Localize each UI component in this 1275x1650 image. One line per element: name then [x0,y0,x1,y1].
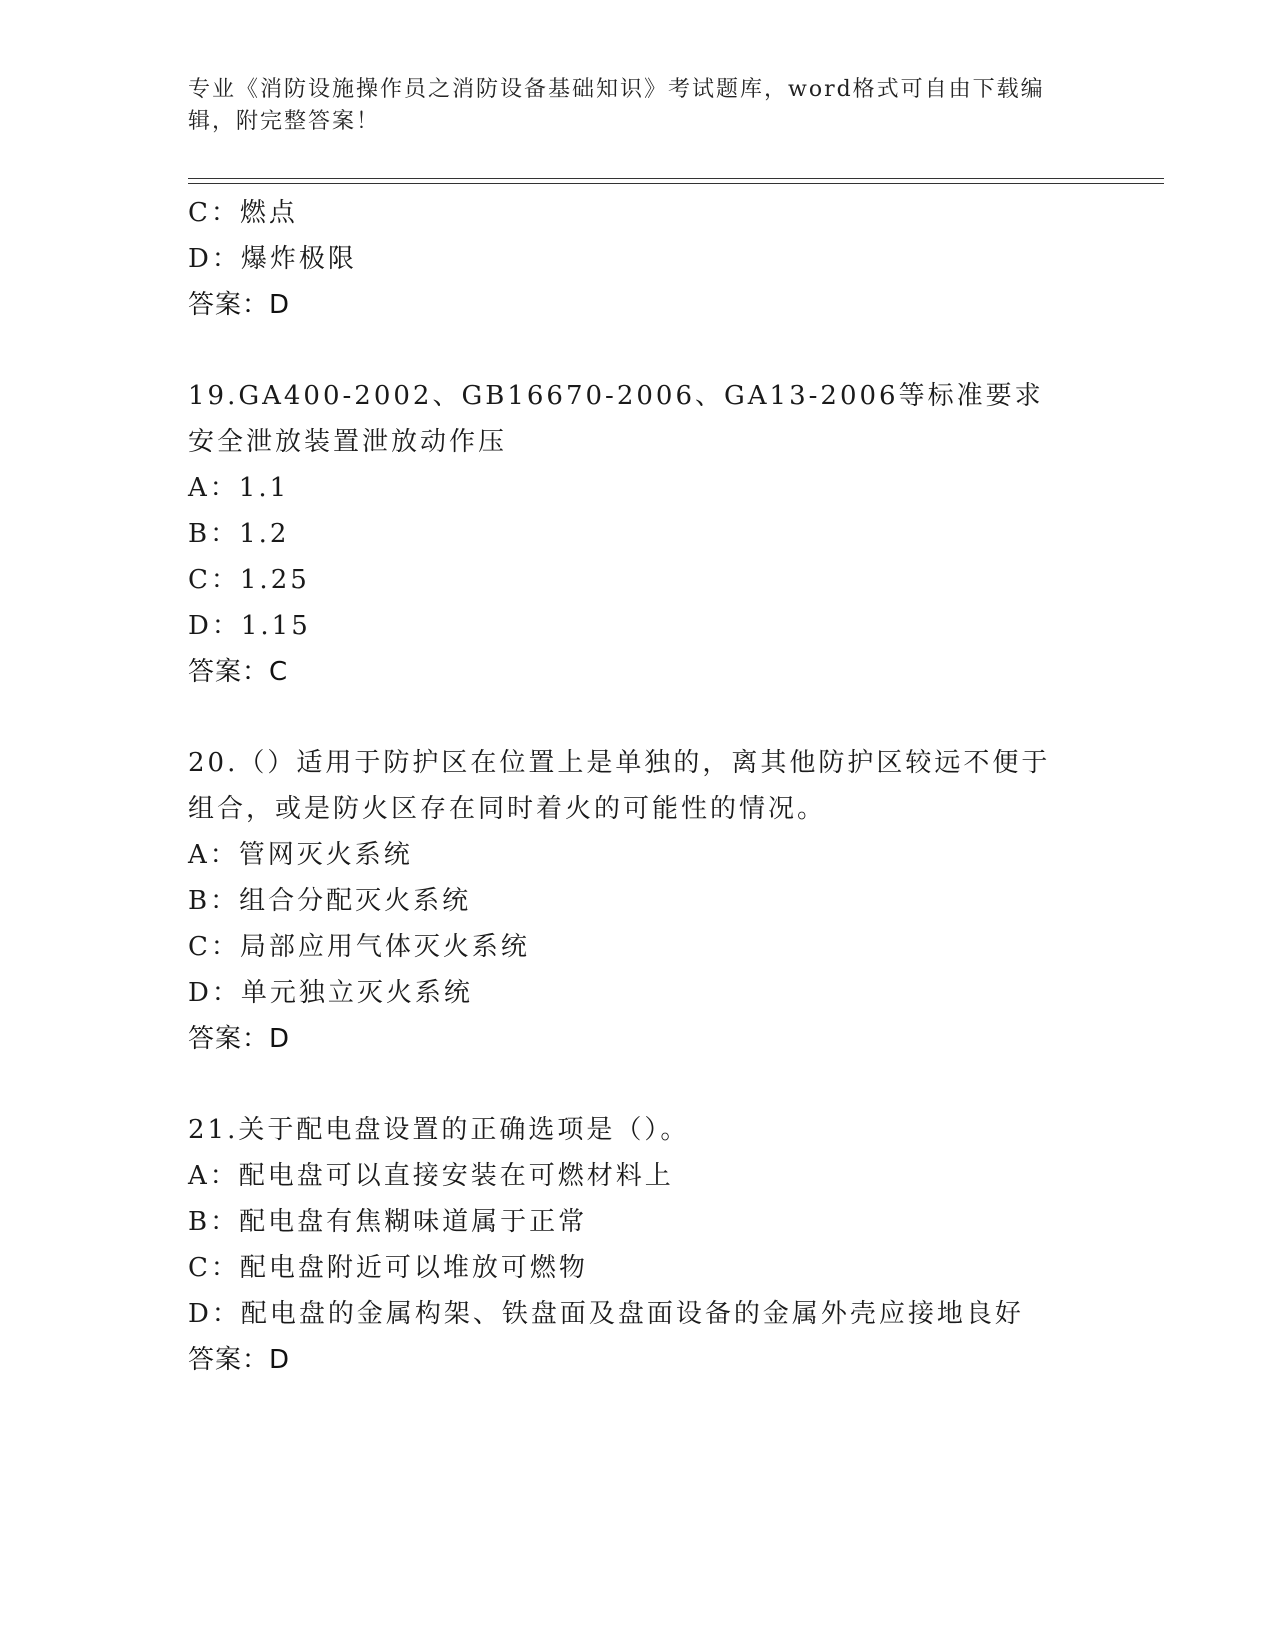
option-d: D：爆炸极限 [188,244,357,274]
question-stem: 21.关于配电盘设置的正确选项是（）。 [188,1115,690,1145]
spacer [188,328,1088,373]
question-19 [188,373,1088,695]
option-a: A：管网灭火系统 [188,840,413,870]
option-d: D：1.15 [188,611,311,641]
question-20 [188,740,1088,1062]
option-c: C：局部应用气体灭火系统 [188,932,530,962]
question-stem: 19.GA400-2002、GB16670-2006、GA13-2006等标准要求安全泄放装置泄放动作压 [188,381,1044,457]
spacer [188,695,1088,740]
option-d: D：配电盘的金属构架、铁盘面及盘面设备的金属外壳应接地良好 [188,1299,1024,1329]
option-d: D：单元独立灭火系统 [188,978,473,1008]
option-c: C：配电盘附近可以堆放可燃物 [188,1253,588,1283]
question-stem: 20.（）适用于防护区在位置上是单独的，离其他防护区较远不便于组合，或是防火区存在同时着火的可能性的情况。 [188,748,1051,824]
answer-line: 答案：D [188,1024,291,1054]
option-c: C：燃点 [188,198,298,228]
answer-line: 答案：C [188,657,289,687]
answer-line: 答案：D [188,1345,291,1375]
question-list [188,190,1088,1383]
question-18-fragment [188,190,1088,328]
option-a: A：配电盘可以直接安装在可燃材料上 [188,1161,674,1191]
document-header: 专业《消防设施操作员之消防设备基础知识》考试题库，word格式可自由下载编辑，附完整答案！ [188,77,1045,134]
option-a: A：1.1 [188,473,290,503]
header-divider-top [188,178,1164,179]
option-b: B：组合分配灭火系统 [188,886,472,916]
option-c: C：1.25 [188,565,310,595]
header-divider-bottom [188,183,1164,184]
spacer [188,1062,1088,1107]
option-b: B：1.2 [188,519,290,549]
question-21 [188,1107,1088,1383]
option-b: B：配电盘有焦糊味道属于正常 [188,1207,588,1237]
answer-line: 答案：D [188,290,291,320]
